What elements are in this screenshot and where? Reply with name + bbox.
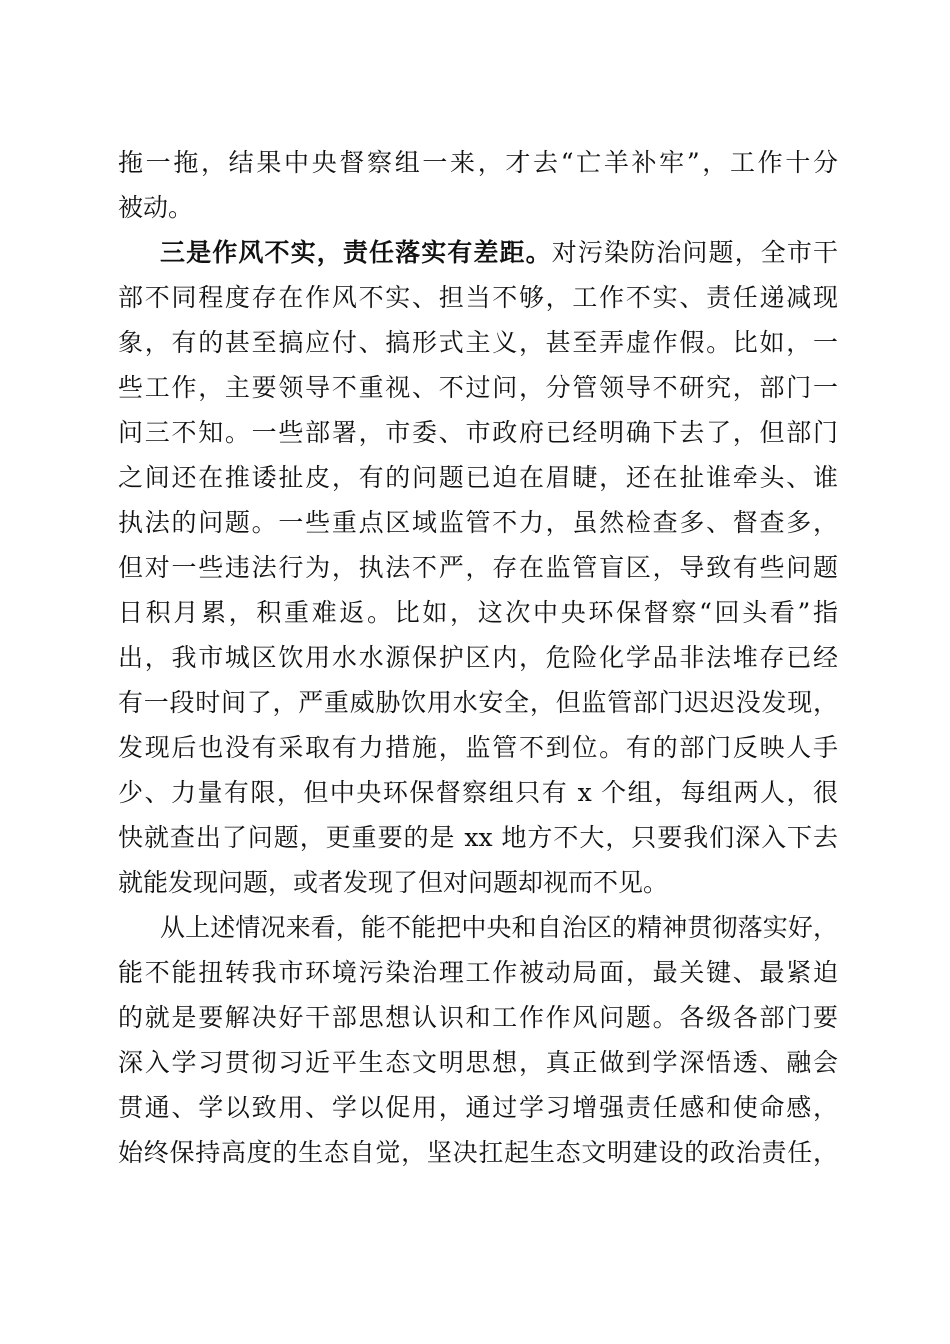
- text-line: 深入学习贯彻习近平生态文明思想，真正做到学深悟透、融会: [118, 1048, 838, 1077]
- text-span: 对污染防治问题，全市干: [551, 238, 838, 267]
- text-line: 的就是要解决好干部思想认识和工作作风问题。各级各部门要: [118, 1003, 838, 1032]
- text-line: 就能发现问题，或者发现了但对问题却视而不见。: [118, 868, 669, 897]
- text-line: 执法的问题。一些重点区域监管不力，虽然检查多、督查多，: [118, 508, 838, 537]
- text-line: 象，有的甚至搞应付、搞形式主义，甚至弄虚作假。比如，一: [118, 328, 838, 357]
- document-body: [118, 140, 838, 1175]
- text-line: 部不同程度存在作风不实、担当不够，工作不实、责任递减现: [118, 283, 838, 312]
- text-line: 快就查出了问题，更重要的是 xx 地方不大，只要我们深入下去: [118, 823, 838, 852]
- text-line: 有一段时间了，严重威胁饮用水安全，但监管部门迟迟没发现，: [118, 688, 838, 717]
- text-line: 发现后也没有采取有力措施，监管不到位。有的部门反映人手: [118, 733, 838, 762]
- text-line: 被动。: [118, 193, 194, 222]
- text-line: 但对一些违法行为，执法不严，存在监管盲区，导致有些问题: [118, 553, 838, 582]
- text-line: 之间还在推诿扯皮，有的问题已迫在眉睫，还在扯谁牵头、谁: [118, 463, 838, 492]
- paragraph-heading-line: [118, 230, 838, 275]
- text-line: 些工作，主要领导不重视、不过问，分管领导不研究，部门一: [118, 373, 838, 402]
- text-line: 贯通、学以致用、学以促用，通过学习增强责任感和使命感，: [118, 1093, 838, 1122]
- text-line: 日积月累，积重难返。比如，这次中央环保督察“回头看”指: [118, 598, 838, 627]
- text-line: 问三不知。一些部署，市委、市政府已经明确下去了，但部门: [118, 418, 838, 447]
- text-line: 始终保持高度的生态自觉，坚决扛起生态文明建设的政治责任，: [118, 1138, 838, 1167]
- text-line: 少、力量有限，但中央环保督察组只有 x 个组，每组两人，很: [118, 778, 838, 807]
- text-line: 拖一拖，结果中央督察组一来，才去“亡羊补牢”，工作十分: [118, 148, 838, 177]
- text-line: 出，我市城区饮用水水源保护区内，危险化学品非法堆存已经: [118, 643, 838, 672]
- text-line: 从上述情况来看，能不能把中央和自治区的精神贯彻落实好，: [160, 913, 838, 942]
- section-heading: 三是作风不实，责任落实有差距。: [160, 238, 552, 267]
- text-line: 能不能扭转我市环境污染治理工作被动局面，最关键、最紧迫: [118, 958, 838, 987]
